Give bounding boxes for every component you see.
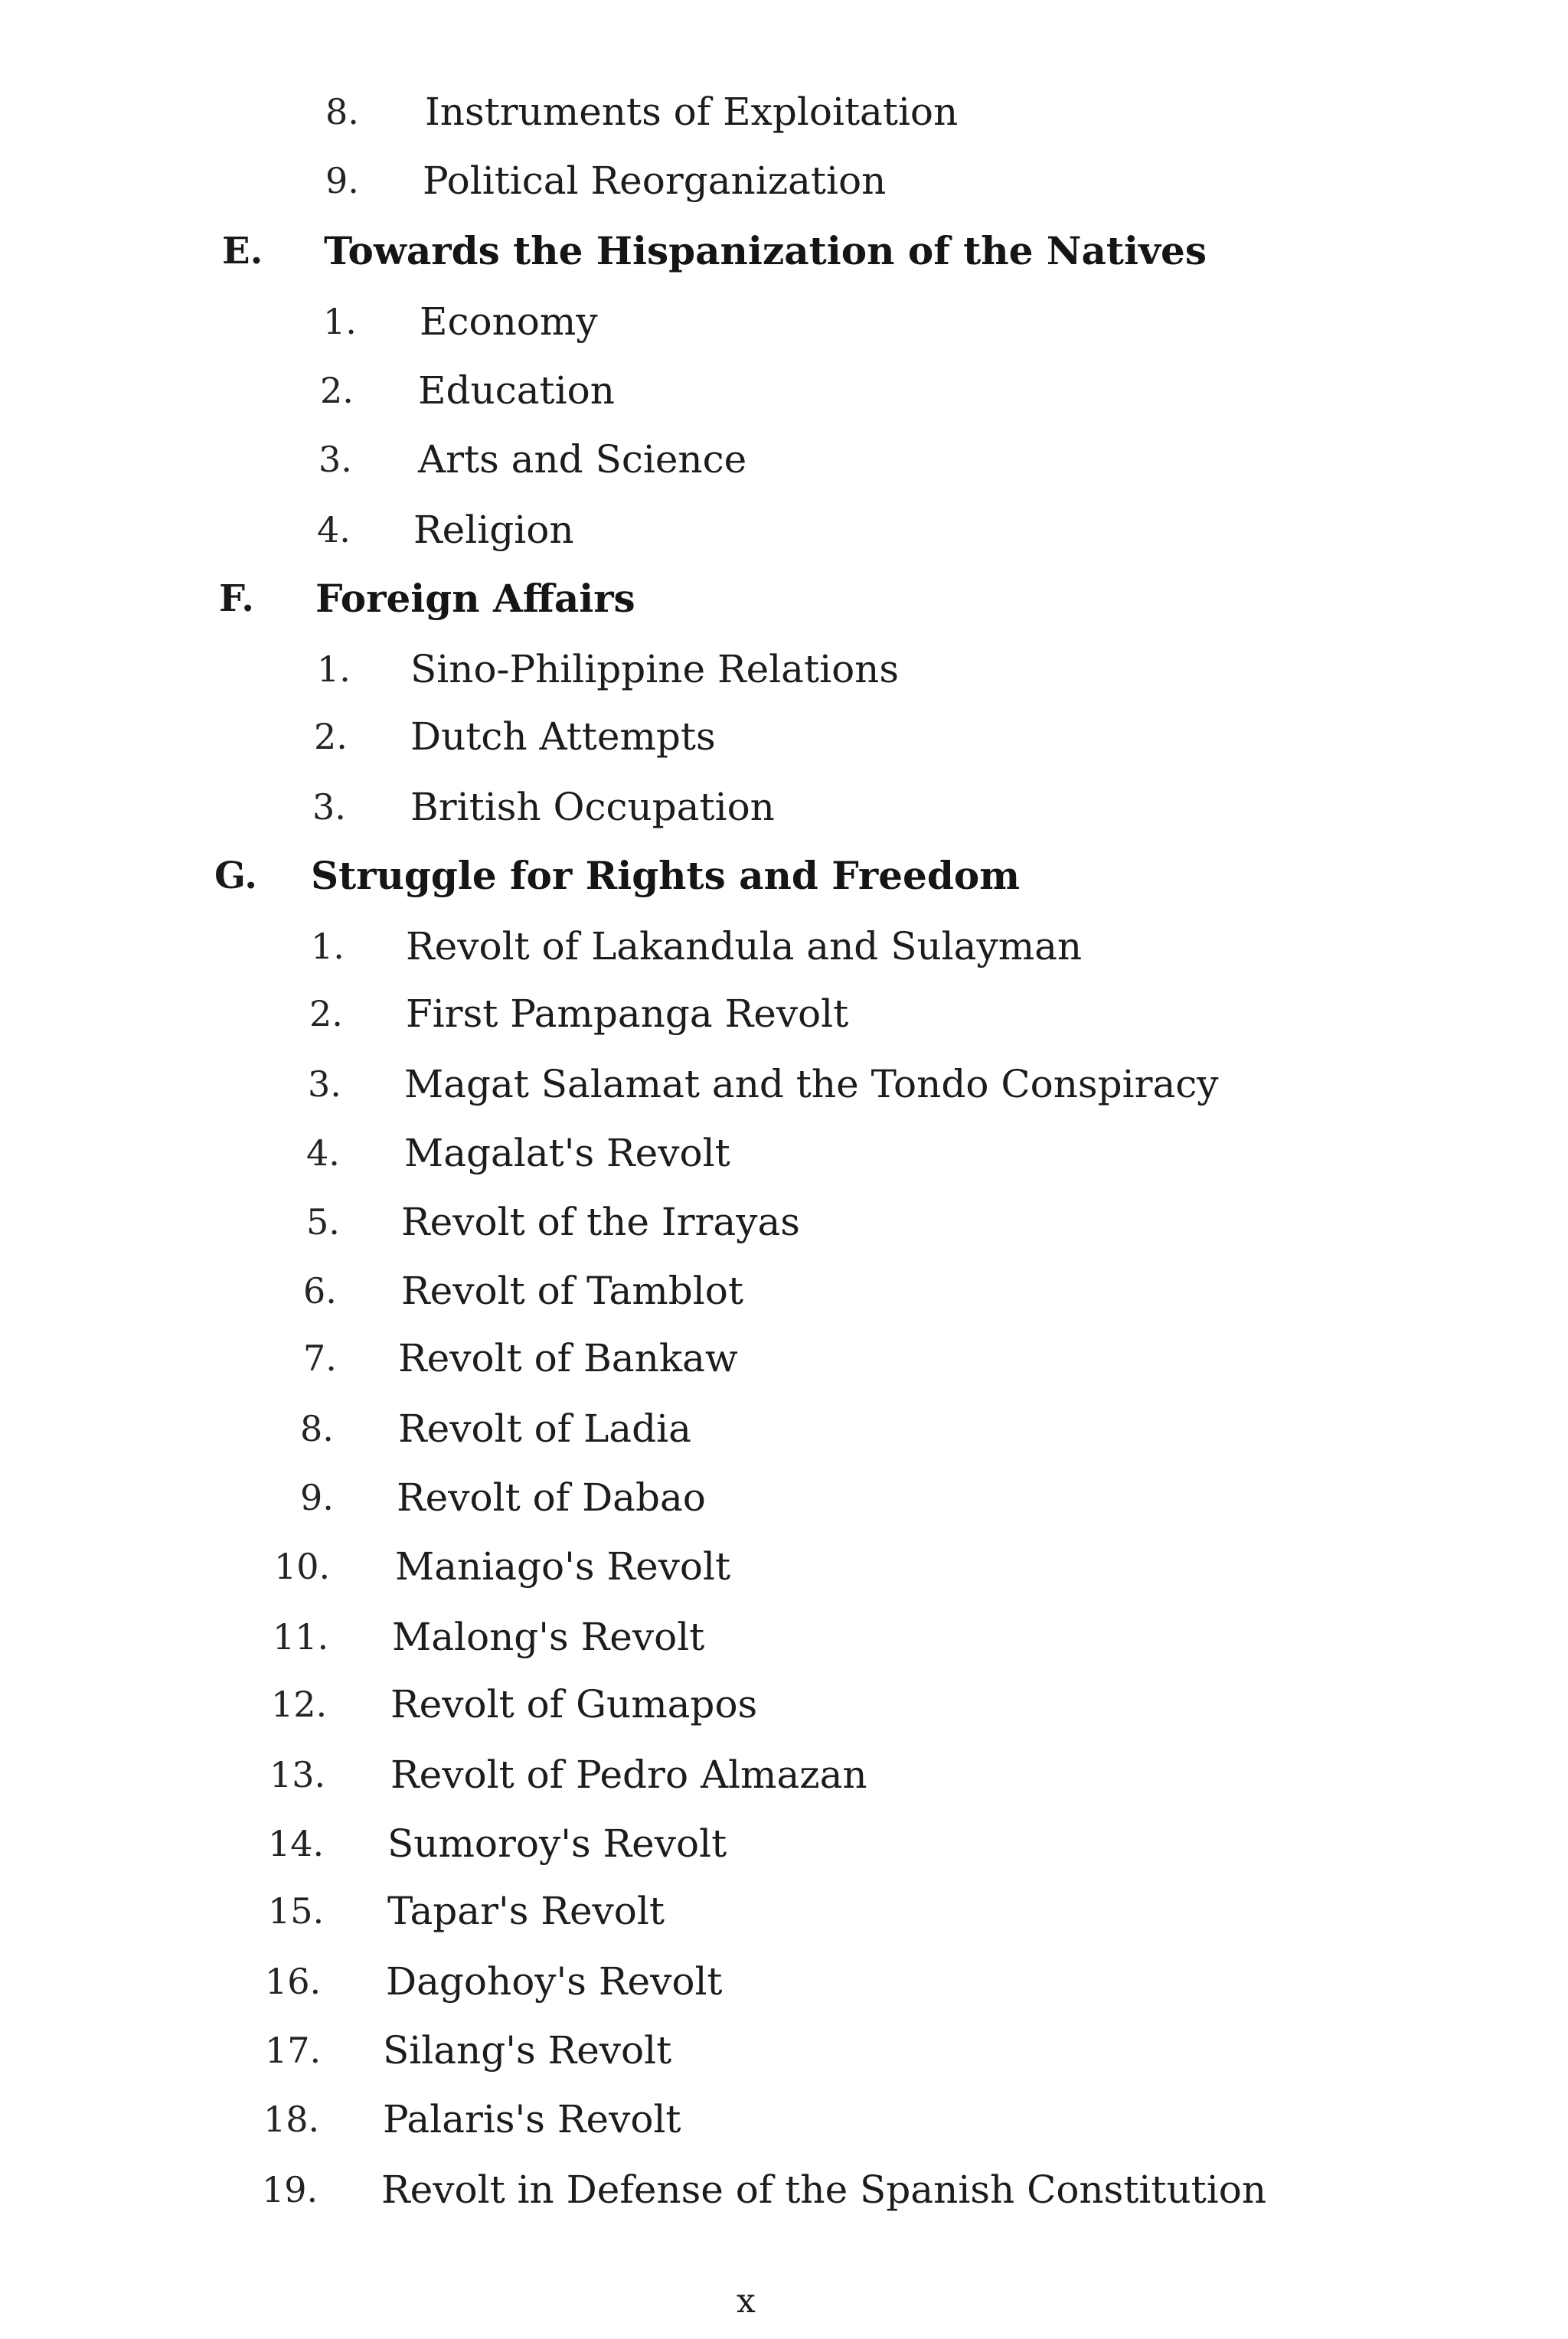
item-title: Revolt of Tamblot [401, 1269, 743, 1313]
item-number: 14. [268, 1823, 325, 1864]
item-number: 1. [311, 926, 345, 967]
section-title: Towards the Hispanization of the Natives [324, 228, 1207, 273]
item-title: Arts and Science [418, 437, 747, 482]
item-number: 9. [300, 1477, 334, 1518]
outline-item [0, 1536, 1568, 1597]
item-title: Dagohoy's Revolt [386, 1959, 723, 2004]
item-title: Revolt of Lakandula and Sulayman [406, 924, 1083, 969]
section-letter: G. [214, 854, 257, 897]
item-title: Magalat's Revolt [404, 1131, 730, 1175]
outline-section [0, 845, 1568, 907]
outline-item [0, 983, 1568, 1044]
item-title: Revolt of Dabao [397, 1475, 706, 1520]
outline-item [0, 1744, 1568, 1805]
outline-item [0, 2020, 1568, 2081]
item-number: 19. [262, 2169, 318, 2210]
item-number: 18. [263, 2099, 320, 2140]
outline-item [0, 150, 1568, 211]
outline-item [0, 2089, 1568, 2150]
item-number: 13. [270, 1754, 326, 1795]
item-title: Magat Salamat and the Tondo Conspiracy [404, 1062, 1219, 1106]
outline-section [0, 568, 1568, 629]
item-number: 1. [323, 301, 357, 342]
outline-item [0, 639, 1568, 700]
outline-item [0, 499, 1568, 560]
outline-item [0, 1467, 1568, 1528]
outline-item [0, 1606, 1568, 1668]
outline-item [0, 291, 1568, 352]
outline-item [0, 81, 1568, 142]
item-number: 5. [306, 1201, 340, 1243]
item-number: 15. [268, 1890, 325, 1932]
section-letter: F. [219, 577, 254, 620]
item-number: 2. [320, 370, 354, 411]
item-number: 3. [318, 439, 352, 480]
item-number: 8. [325, 91, 359, 132]
item-title: Economy [420, 299, 598, 344]
outline-item [0, 360, 1568, 421]
outline-item [0, 776, 1568, 838]
item-number: 17. [265, 2030, 322, 2071]
outline-item [0, 706, 1568, 767]
item-number: 4. [306, 1132, 340, 1174]
item-number: 3. [312, 786, 346, 828]
outline-item [0, 1398, 1568, 1459]
item-number: 6. [303, 1270, 337, 1312]
outline-item [0, 1813, 1568, 1874]
section-title: Struggle for Rights and Freedom [311, 853, 1021, 898]
item-title: Silang's Revolt [383, 2028, 672, 2073]
outline-item [0, 429, 1568, 490]
outline-item [0, 1328, 1568, 1389]
item-title: Malong's Revolt [392, 1615, 705, 1659]
item-title: Revolt of Ladia [398, 1406, 691, 1451]
item-number: 1. [317, 648, 351, 690]
item-title: Maniago's Revolt [395, 1544, 731, 1589]
item-number: 7. [303, 1338, 337, 1379]
item-title: Tapar's Revolt [387, 1889, 665, 1933]
item-title: Revolt in Defense of the Spanish Constitution [381, 2167, 1267, 2212]
item-title: Sino-Philippine Relations [410, 647, 900, 691]
item-title: British Occupation [410, 785, 775, 829]
item-title: Sumoroy's Revolt [387, 1821, 727, 1866]
item-title: Education [418, 368, 615, 413]
item-title: First Pampanga Revolt [406, 991, 849, 1036]
page-number: x [737, 2282, 756, 2321]
outline-item [0, 1191, 1568, 1253]
item-title: Instruments of Exploitation [425, 90, 959, 134]
section-title: Foreign Affairs [315, 576, 635, 621]
outline-item [0, 1951, 1568, 2012]
item-number: 4. [317, 509, 351, 550]
item-number: 8. [300, 1408, 334, 1449]
item-title: Revolt of Bankaw [398, 1336, 738, 1380]
outline-item [0, 1260, 1568, 1321]
outline-item [0, 1054, 1568, 1115]
item-title: Palaris's Revolt [383, 2097, 681, 2141]
item-number: 12. [271, 1684, 328, 1725]
item-number: 9. [325, 160, 359, 201]
item-title: Revolt of the Irrayas [401, 1200, 800, 1244]
item-number: 11. [273, 1616, 329, 1658]
item-title: Religion [413, 508, 574, 552]
outline-item [0, 1880, 1568, 1942]
item-title: Revolt of Gumapos [390, 1682, 758, 1726]
outline-item [0, 1122, 1568, 1184]
section-letter: E. [222, 230, 263, 273]
outline-item [0, 2159, 1568, 2220]
item-number: 2. [309, 993, 343, 1034]
item-number: 3. [308, 1063, 341, 1105]
outline-item [0, 1674, 1568, 1735]
item-title: Revolt of Pedro Almazan [390, 1753, 867, 1797]
item-title: Political Reorganization [423, 158, 887, 203]
outline-item [0, 916, 1568, 977]
item-title: Dutch Attempts [410, 714, 716, 759]
item-number: 16. [265, 1961, 322, 2002]
outline-section [0, 221, 1568, 282]
item-number: 2. [314, 716, 348, 757]
item-number: 10. [274, 1546, 331, 1587]
